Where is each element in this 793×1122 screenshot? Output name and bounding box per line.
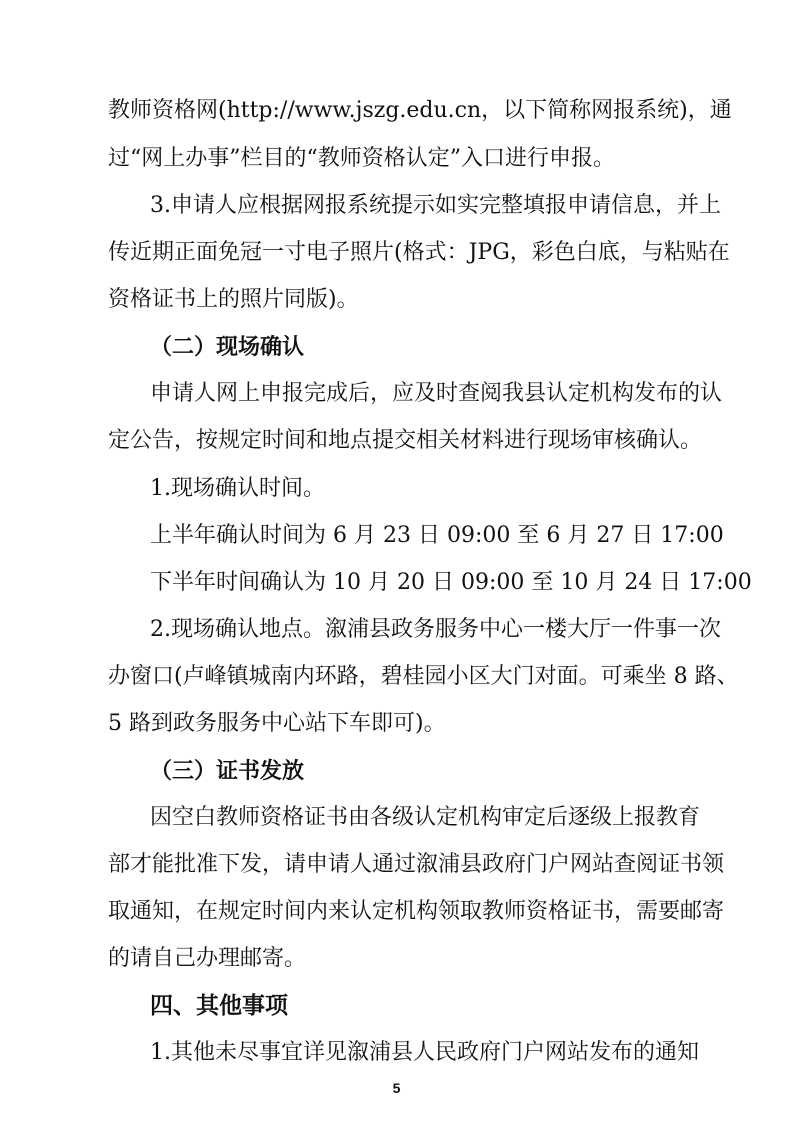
paragraph-line: 办窗口(卢峰镇城南内环路，碧桂园小区大门对面。可乘坐 8 路、 (108, 664, 739, 689)
paragraph-line: 资格证书上的照片同版)。 (108, 287, 359, 312)
paragraph-line: 因空白教师资格证书由各级认定机构审定后逐级上报教育 (150, 805, 701, 830)
paragraph-line: 的请自己办理邮寄。 (108, 946, 307, 971)
page-number: 5 (392, 1080, 401, 1096)
paragraph-line: 5 路到政务服务中心站下车即可)。 (108, 711, 446, 736)
section-heading-other-matters: 四、其他事项 (150, 992, 288, 1019)
paragraph-line: 2.现场确认地点。溆浦县政务服务中心一楼大厅一件事一次 (150, 617, 721, 642)
paragraph-line: 1.其他未尽事宜详见溆浦县人民政府门户网站发布的通知 (150, 1040, 699, 1065)
paragraph-line: 过“网上办事”栏目的“教师资格认定”入口进行申报。 (108, 146, 615, 171)
section-heading-certificate-issuance: （三）证书发放 (150, 758, 305, 784)
paragraph-line: 部才能批准下发，请申请人通过溆浦县政府门户网站查阅证书领 (108, 852, 725, 877)
section-heading-on-site-confirmation: （二）现场确认 (150, 334, 305, 360)
paragraph-line: 教师资格网(http://www.jszg.edu.cn，以下简称网报系统)，通 (108, 98, 732, 123)
paragraph-line: 定公告，按规定时间和地点提交相关材料进行现场审核确认。 (108, 428, 703, 453)
schedule-second-half: 下半年时间确认为 10 月 20 日 09:00 至 10 月 24 日 17:00 (150, 570, 752, 595)
paragraph-line: 3.申请人应根据网报系统提示如实完整填报申请信息，并上 (150, 193, 721, 218)
schedule-first-half: 上半年确认时间为 6 月 23 日 09:00 至 6 月 27 日 17:00 (150, 523, 724, 548)
paragraph-line: 1.现场确认时间。 (150, 476, 325, 501)
paragraph-line: 传近期正面免冠一寸电子照片(格式：JPG，彩色白底，与粘贴在 (108, 240, 730, 265)
paragraph-line: 取通知，在规定时间内来认定机构领取教师资格证书，需要邮寄 (108, 899, 725, 924)
paragraph-line: 申请人网上申报完成后，应及时查阅我县认定机构发布的认 (150, 381, 723, 406)
